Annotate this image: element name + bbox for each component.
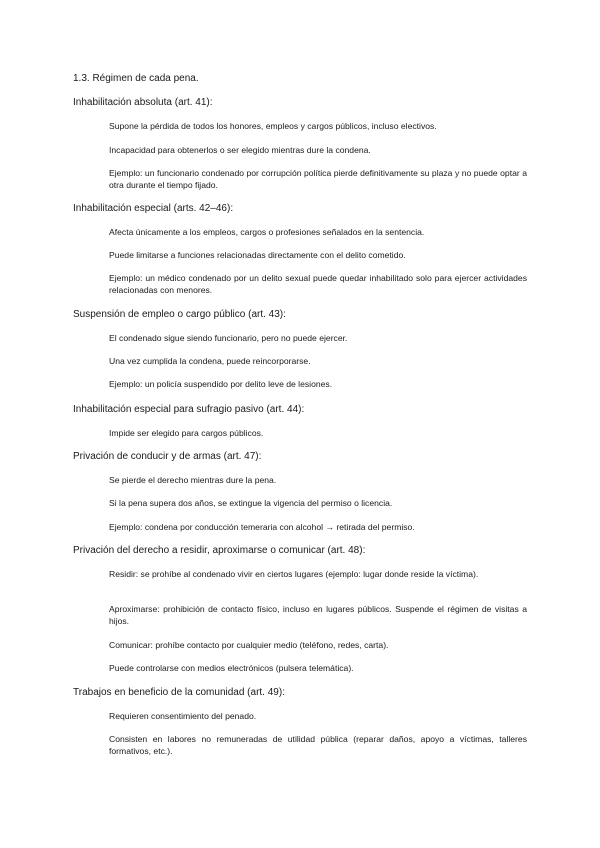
list-item: Ejemplo: condena por conducción temeraria con alcohol → retirada del permiso.: [109, 522, 415, 532]
list-item: Ejemplo: un policía suspendido por delito leve de lesiones.: [109, 379, 333, 389]
list-item: Comunicar: prohíbe contacto por cualquier medio (teléfono, redes, carta).: [109, 640, 389, 650]
section-heading: Privación de conducir y de armas (art. 47):: [73, 451, 262, 462]
section-heading: Suspensión de empleo o cargo público (art. 43):: [73, 309, 286, 320]
list-item: Impide ser elegido para cargos públicos.: [109, 428, 264, 438]
list-item: Puede controlarse con medios electrónicos (pulsera telemática).: [109, 663, 354, 673]
list-item: Ejemplo: un funcionario condenado por corrupción política pierde definitivamente su plaza y no puede optar a otra durante el tiempo fijado.: [109, 168, 527, 190]
section-heading: Inhabilitación especial para sufragio pasivo (art. 44):: [73, 404, 305, 415]
list-item: Si la pena supera dos años, se extingue la vigencia del permiso o licencia.: [109, 498, 393, 508]
page-title: 1.3. Régimen de cada pena.: [73, 73, 199, 84]
list-item: Requieren consentimiento del penado.: [109, 711, 257, 721]
list-item: Puede limitarse a funciones relacionadas directamente con el delito cometido.: [109, 250, 406, 260]
list-item: Incapacidad para obtenerlos o ser elegido mientras dure la condena.: [109, 145, 371, 155]
list-item: Afecta únicamente a los empleos, cargos o profesiones señalados en la sentencia.: [109, 227, 425, 237]
section-heading: Privación del derecho a residir, aproximarse o comunicar (art. 48):: [73, 545, 366, 556]
list-item: Supone la pérdida de todos los honores, empleos y cargos públicos, incluso electivos.: [109, 121, 437, 131]
section-heading: Inhabilitación especial (arts. 42–46):: [73, 203, 234, 214]
section-heading: Trabajos en beneficio de la comunidad (art. 49):: [73, 687, 285, 698]
list-item: Ejemplo: un médico condenado por un delito sexual puede quedar inhabilitado solo para ejercer actividades relacionadas con menores.: [109, 273, 527, 295]
list-item: Aproximarse: prohibición de contacto físico, incluso en lugares públicos. Suspende el régimen de visitas a hijos.: [109, 604, 527, 626]
list-item: Consisten en labores no remuneradas de utilidad pública (reparar daños, apoyo a víctimas, talleres formativos, etc.).: [109, 734, 527, 756]
list-item: Una vez cumplida la condena, puede reincorporarse.: [109, 356, 311, 366]
list-item: Residir: se prohíbe al condenado vivir en ciertos lugares (ejemplo: lugar donde reside la víctima).: [109, 569, 479, 579]
list-item: El condenado sigue siendo funcionario, pero no puede ejercer.: [109, 333, 348, 343]
list-item: Se pierde el derecho mientras dure la pena.: [109, 475, 277, 485]
section-heading: Inhabilitación absoluta (art. 41):: [73, 97, 213, 108]
